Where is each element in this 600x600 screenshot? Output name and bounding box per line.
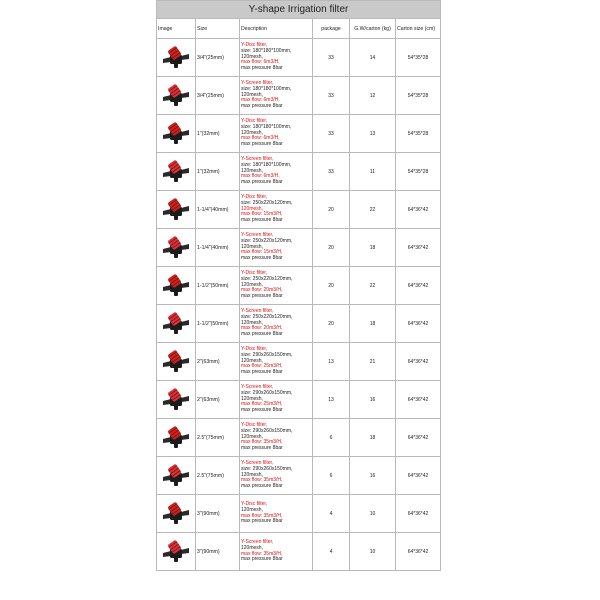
size-cell: 1-1/4"(40mm) xyxy=(196,191,240,229)
filter-type: Y-Disc filter, xyxy=(241,345,268,352)
filter-max-flow: max flow: 15m3/H, xyxy=(241,249,283,256)
filter-dimensions: size: 180*180*100mm, xyxy=(241,85,292,92)
gw-cell: 18 xyxy=(350,419,396,457)
gw-cell: 22 xyxy=(350,267,396,305)
filter-max-pressure: max pressure 8bar xyxy=(241,293,283,300)
filter-dimensions: size: 180*180*100mm, xyxy=(241,123,292,130)
image-cell xyxy=(157,533,196,571)
filter-type: Y-Screen filter, xyxy=(241,538,274,545)
filter-dimensions: size: 290x260x150mm, xyxy=(241,389,293,396)
description-cell xyxy=(240,305,313,343)
package-cell: 6 xyxy=(313,457,350,495)
disc-filter-icon xyxy=(161,198,191,222)
carton-cell: 64*36*42 xyxy=(396,191,441,229)
size-cell: 3"(90mm) xyxy=(196,495,240,533)
size-cell: 1-1/2"(50mm) xyxy=(196,305,240,343)
gw-cell: 18 xyxy=(350,229,396,267)
image-cell xyxy=(157,343,196,381)
size-cell: 1"(32mm) xyxy=(196,115,240,153)
package-cell: 20 xyxy=(313,191,350,229)
description-cell xyxy=(240,153,313,191)
carton-cell: 64*36*42 xyxy=(396,305,441,343)
table-row xyxy=(157,267,441,305)
carton-cell: 64*36*42 xyxy=(396,495,441,533)
carton-cell: 54*35*28 xyxy=(396,115,441,153)
gw-cell: 14 xyxy=(350,39,396,77)
filter-mesh: 120mesh, xyxy=(241,544,263,551)
filter-mesh: 120mesh, xyxy=(241,205,263,212)
disc-filter-icon xyxy=(161,502,191,526)
size-cell: 2"(63mm) xyxy=(196,381,240,419)
filter-mesh: 120mesh, xyxy=(241,357,263,364)
screen-filter-icon xyxy=(161,84,191,108)
filter-type: Y-Disc filter, xyxy=(241,269,268,276)
filter-max-pressure: max pressure 8bar xyxy=(241,445,283,452)
size-cell: 3/4"(25mm) xyxy=(196,77,240,115)
package-cell: 4 xyxy=(313,533,350,571)
screen-filter-icon xyxy=(161,540,191,564)
description-cell xyxy=(240,229,313,267)
image-cell xyxy=(157,229,196,267)
filter-dimensions: size: 250x220x120mm, xyxy=(241,275,293,282)
table-row xyxy=(157,305,441,343)
filter-max-flow: max flow: 35m3/H, xyxy=(241,477,283,484)
filter-type: Y-Screen filter, xyxy=(241,231,274,238)
table-row xyxy=(157,343,441,381)
header-carton: Carton size (cm) xyxy=(396,19,441,39)
table-row xyxy=(157,39,441,77)
gw-cell: 10 xyxy=(350,495,396,533)
filter-type: Y-Screen filter, xyxy=(241,383,274,390)
image-cell xyxy=(157,419,196,457)
image-cell xyxy=(157,191,196,229)
package-cell: 4 xyxy=(313,495,350,533)
filter-max-flow: max flow: 6m3/H, xyxy=(241,135,280,142)
size-cell: 1-1/4"(40mm) xyxy=(196,229,240,267)
table-row xyxy=(157,229,441,267)
filter-mesh: 120mesh, xyxy=(241,506,263,513)
package-cell: 33 xyxy=(313,77,350,115)
gw-cell: 12 xyxy=(350,77,396,115)
header-row xyxy=(157,19,441,39)
filter-max-flow: max flow: 15m3/H, xyxy=(241,211,283,218)
description-cell xyxy=(240,533,313,571)
package-cell: 33 xyxy=(313,39,350,77)
image-cell xyxy=(157,381,196,419)
disc-filter-icon xyxy=(161,426,191,450)
disc-filter-icon xyxy=(161,274,191,298)
description-cell xyxy=(240,39,313,77)
header-description: Description xyxy=(240,19,313,39)
filter-max-flow: max flow: 35m3/H, xyxy=(241,439,283,446)
image-cell xyxy=(157,77,196,115)
filter-type: Y-Disc filter, xyxy=(241,500,268,507)
filter-max-pressure: max pressure 8bar xyxy=(241,556,283,563)
filter-mesh: 120mesh, xyxy=(241,281,263,288)
package-cell: 6 xyxy=(313,419,350,457)
carton-cell: 64*36*42 xyxy=(396,229,441,267)
header-image: Image xyxy=(157,19,196,39)
gw-cell: 11 xyxy=(350,153,396,191)
size-cell: 1"(32mm) xyxy=(196,153,240,191)
carton-cell: 64*36*42 xyxy=(396,419,441,457)
carton-cell: 64*36*42 xyxy=(396,267,441,305)
size-cell: 2.5"(75mm) xyxy=(196,419,240,457)
filter-type: Y-Screen filter, xyxy=(241,307,274,314)
description-cell xyxy=(240,457,313,495)
filter-max-pressure: max pressure 8bar xyxy=(241,369,283,376)
package-cell: 20 xyxy=(313,305,350,343)
filter-type: Y-Disc filter, xyxy=(241,421,268,428)
table-row xyxy=(157,419,441,457)
carton-cell: 64*36*42 xyxy=(396,533,441,571)
filter-max-pressure: max pressure 8bar xyxy=(241,331,283,338)
filter-max-pressure: max pressure 8bar xyxy=(241,483,283,490)
size-cell: 2.5"(75mm) xyxy=(196,457,240,495)
filter-type: Y-Disc filter, xyxy=(241,117,268,124)
package-cell: 20 xyxy=(313,267,350,305)
carton-cell: 54*35*28 xyxy=(396,153,441,191)
table-row xyxy=(157,457,441,495)
image-cell xyxy=(157,305,196,343)
filter-max-pressure: max pressure 8bar xyxy=(241,65,283,72)
table-row xyxy=(157,153,441,191)
filter-max-flow: max flow: 20m3/H, xyxy=(241,325,283,332)
filter-spec-table xyxy=(156,0,441,571)
filter-dimensions: size: 180*180*100mm, xyxy=(241,47,292,54)
filter-dimensions: size: 180*180*100mm, xyxy=(241,161,292,168)
description-cell xyxy=(240,191,313,229)
filter-dimensions: size: 290x260x150mm, xyxy=(241,427,293,434)
filter-max-pressure: max pressure 8bar xyxy=(241,255,283,262)
package-cell: 33 xyxy=(313,115,350,153)
filter-max-flow: max flow: 20m3/H, xyxy=(241,287,283,294)
filter-max-pressure: max pressure 8bar xyxy=(241,518,283,525)
description-cell xyxy=(240,115,313,153)
filter-mesh: 120mesh, xyxy=(241,319,263,326)
filter-mesh: 120mesh, xyxy=(241,395,263,402)
description-cell xyxy=(240,77,313,115)
filter-type: Y-Screen filter, xyxy=(241,79,274,86)
title-row xyxy=(157,1,441,19)
filter-max-pressure: max pressure 8bar xyxy=(241,103,283,110)
disc-filter-icon xyxy=(161,46,191,70)
image-cell xyxy=(157,267,196,305)
description-cell xyxy=(240,495,313,533)
filter-dimensions: size: 250x220x120mm, xyxy=(241,237,293,244)
gw-cell: 10 xyxy=(350,533,396,571)
disc-filter-icon xyxy=(161,122,191,146)
image-cell xyxy=(157,153,196,191)
filter-max-flow: max flow: 35m3/H, xyxy=(241,512,283,519)
size-cell: 1-1/2"(50mm) xyxy=(196,267,240,305)
description-cell xyxy=(240,419,313,457)
filter-dimensions: size: 250x220x120mm, xyxy=(241,199,293,206)
table-row xyxy=(157,533,441,571)
filter-max-pressure: max pressure 8bar xyxy=(241,217,283,224)
filter-max-flow: max flow: 25m3/H, xyxy=(241,401,283,408)
filter-mesh: 120mesh, xyxy=(241,91,263,98)
table-row xyxy=(157,191,441,229)
screen-filter-icon xyxy=(161,464,191,488)
table-row xyxy=(157,115,441,153)
filter-max-flow: max flow: 35m3/H, xyxy=(241,550,283,557)
carton-cell: 64*36*42 xyxy=(396,343,441,381)
package-cell: 20 xyxy=(313,229,350,267)
description-cell xyxy=(240,343,313,381)
filter-dimensions: size: 250x220x120mm, xyxy=(241,313,293,320)
image-cell xyxy=(157,39,196,77)
filter-max-pressure: max pressure 8bar xyxy=(241,407,283,414)
screen-filter-icon xyxy=(161,236,191,260)
filter-dimensions: size: 290x260x150mm, xyxy=(241,351,293,358)
image-cell xyxy=(157,115,196,153)
filter-dimensions: size: 290x260x150mm, xyxy=(241,465,293,472)
table-body xyxy=(157,39,441,571)
gw-cell: 18 xyxy=(350,305,396,343)
gw-cell: 16 xyxy=(350,381,396,419)
gw-cell: 16 xyxy=(350,457,396,495)
package-cell: 13 xyxy=(313,343,350,381)
header-package: package xyxy=(313,19,350,39)
package-cell: 33 xyxy=(313,153,350,191)
disc-filter-icon xyxy=(161,350,191,374)
filter-max-pressure: max pressure 8bar xyxy=(241,141,283,148)
table-row xyxy=(157,381,441,419)
gw-cell: 13 xyxy=(350,115,396,153)
filter-type: Y-Disc filter, xyxy=(241,41,268,48)
table-row xyxy=(157,495,441,533)
filter-max-flow: max flow: 25m3/H, xyxy=(241,363,283,370)
table-title: Y-shape Irrigation filter xyxy=(157,1,441,19)
description-cell xyxy=(240,381,313,419)
filter-max-flow: max flow: 6m3/H, xyxy=(241,97,280,104)
screen-filter-icon xyxy=(161,388,191,412)
spec-sheet xyxy=(156,0,440,600)
carton-cell: 54*35*28 xyxy=(396,77,441,115)
header-gw: G.W/carton (kg) xyxy=(350,19,396,39)
carton-cell: 64*36*42 xyxy=(396,381,441,419)
filter-type: Y-Screen filter, xyxy=(241,459,274,466)
header-size: Size xyxy=(196,19,240,39)
filter-mesh: 120mesh, xyxy=(241,167,263,174)
carton-cell: 54*35*28 xyxy=(396,39,441,77)
gw-cell: 22 xyxy=(350,191,396,229)
filter-mesh: 120mesh, xyxy=(241,433,263,440)
carton-cell: 64*36*42 xyxy=(396,457,441,495)
table-row xyxy=(157,77,441,115)
filter-max-flow: max flow: 6m3/H, xyxy=(241,59,280,66)
size-cell: 3/4"(25mm) xyxy=(196,39,240,77)
filter-mesh: 120mesh, xyxy=(241,471,263,478)
filter-max-flow: max flow: 6m3/H, xyxy=(241,173,280,180)
screen-filter-icon xyxy=(161,312,191,336)
size-cell: 3"(90mm) xyxy=(196,533,240,571)
filter-type: Y-Disc filter, xyxy=(241,193,268,200)
filter-mesh: 120mesh, xyxy=(241,53,263,60)
gw-cell: 21 xyxy=(350,343,396,381)
package-cell: 13 xyxy=(313,381,350,419)
filter-mesh: 120mesh, xyxy=(241,129,263,136)
screen-filter-icon xyxy=(161,160,191,184)
size-cell: 2"(63mm) xyxy=(196,343,240,381)
filter-max-pressure: max pressure 8bar xyxy=(241,179,283,186)
image-cell xyxy=(157,457,196,495)
description-cell xyxy=(240,267,313,305)
image-cell xyxy=(157,495,196,533)
filter-mesh: 120mesh, xyxy=(241,243,263,250)
filter-type: Y-Screen filter, xyxy=(241,155,274,162)
